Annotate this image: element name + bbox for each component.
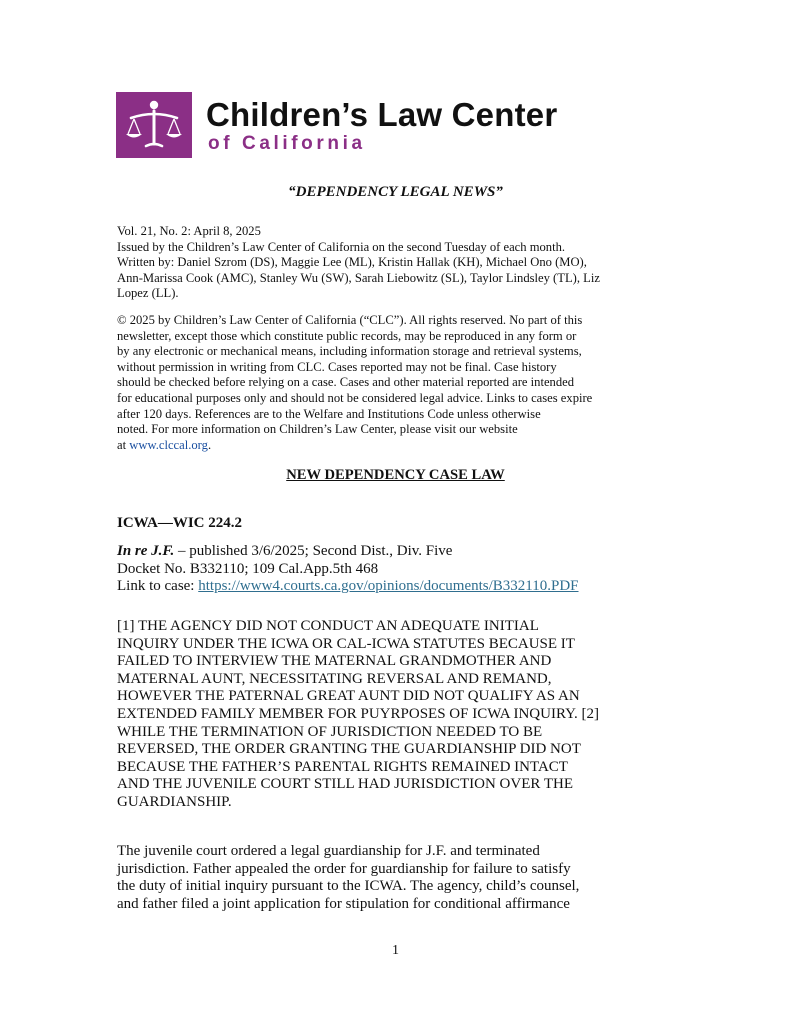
scales-of-justice-icon: [116, 92, 192, 158]
body-line: and father filed a joint application for stipulation for conditional affirmance: [117, 895, 570, 912]
copyright-line: newsletter, except those which constitute public records, may be reproduced in any form or: [117, 328, 577, 343]
body-line: the duty of initial inquiry pursuant to the ICWA. The agency, child’s counsel,: [117, 878, 580, 895]
authors-line: Lopez (LL).: [117, 286, 179, 301]
organization-logo: [116, 92, 192, 158]
summary-line: GUARDIANSHIP.: [117, 793, 232, 810]
organization-subtitle: of California: [208, 133, 366, 154]
section-heading: NEW DEPENDENCY CASE LAW: [286, 467, 505, 483]
authors-line: Written by: Daniel Szrom (DS), Maggie Lee (ML), Kristin Hallak (KH), Michael Ono (MO),: [117, 255, 587, 270]
issue-schedule: Issued by the Children’s Law Center of California on the second Tuesday of each month.: [117, 239, 566, 254]
case-link-label: Link to case:: [117, 578, 199, 595]
summary-line: [1] THE AGENCY DID NOT CONDUCT AN ADEQUATE INITIAL: [117, 618, 539, 634]
copyright-line: for educational purposes only and should not be considered legal advice. Links to cases expire: [117, 390, 593, 405]
authors-line: Ann-Marissa Cook (AMC), Stanley Wu (SW), Sarah Liebowitz (SL), Taylor Lindsley (TL), Liz: [117, 270, 600, 285]
page-number: 1: [392, 943, 399, 958]
summary-line: HOWEVER THE PATERNAL GREAT AUNT DID NOT QUALIFY AS AN: [117, 688, 580, 705]
organization-name: Children’s Law Center: [206, 96, 558, 133]
summary-line: WHILE THE TERMINATION OF JURISDICTION NEEDED TO BE: [117, 723, 543, 740]
copyright-line: without permission in writing from CLC. Cases reported may not be final. Case history: [117, 359, 557, 374]
copyright-notice: [117, 313, 677, 453]
body-line: The juvenile court ordered a legal guardianship for J.F. and terminated: [117, 843, 540, 859]
case-published: – published 3/6/2025; Second Dist., Div. Five: [174, 543, 453, 559]
copyright-line: should be checked before relying on a case. Cases and other material reported are intended: [117, 375, 575, 390]
summary-line: FAILED TO INTERVIEW THE MATERNAL GRANDMOTHER AND: [117, 653, 552, 670]
body-line: jurisdiction. Father appealed the order for guardianship for failure to satisfy: [117, 860, 571, 877]
case-info: [117, 543, 579, 596]
website-suffix: .: [207, 437, 212, 452]
case-link[interactable]: https://www4.courts.ca.gov/opinions/documents/B332110.PDF: [198, 578, 579, 595]
summary-line: INQUIRY UNDER THE ICWA OR CAL-ICWA STATUTES BECAUSE IT: [117, 635, 575, 652]
case-link-line: [117, 578, 579, 596]
case-topic: ICWA—WIC 224.2: [117, 515, 243, 531]
summary-line: MATERNAL AUNT, NECESSITATING REVERSAL AND REMAND,: [117, 670, 552, 687]
case-body: [117, 843, 579, 913]
issue-volume: Vol. 21, No. 2: April 8, 2025: [117, 224, 261, 238]
copyright-line: by any electronic or mechanical means, including information storage and retrieval systems,: [117, 344, 582, 359]
summary-line: REVERSED, THE ORDER GRANTING THE GUARDIANSHIP DID NOT: [117, 741, 581, 758]
website-link[interactable]: www.clccal.org: [129, 437, 208, 452]
summary-line: AND THE JUVENILE COURT STILL HAD JURISDICTION OVER THE: [117, 776, 574, 793]
copyright-line: noted. For more information on Children’s Law Center, please visit our website: [117, 422, 518, 437]
summary-line: EXTENDED FAMILY MEMBER FOR PUYRPOSES OF ICWA INQUIRY. [2]: [117, 705, 600, 722]
case-summary: [117, 618, 599, 812]
website-prefix: at: [117, 437, 130, 452]
summary-line: BECAUSE THE FATHER’S PARENTAL RIGHTS REMAINED INTACT: [117, 758, 568, 775]
copyright-line: after 120 days. References are to the Welfare and Institutions Code unless otherwise: [117, 406, 541, 421]
case-title-line: [117, 543, 579, 561]
issue-metadata: [117, 224, 657, 302]
case-docket: Docket No. B332110; 109 Cal.App.5th 468: [117, 560, 379, 577]
website-line: [117, 438, 677, 454]
newsletter-title: “DEPENDENCY LEGAL NEWS”: [288, 184, 503, 200]
case-name: In re J.F.: [117, 543, 175, 559]
copyright-line: © 2025 by Children’s Law Center of California (“CLC”). All rights reserved. No part of this: [117, 313, 583, 327]
